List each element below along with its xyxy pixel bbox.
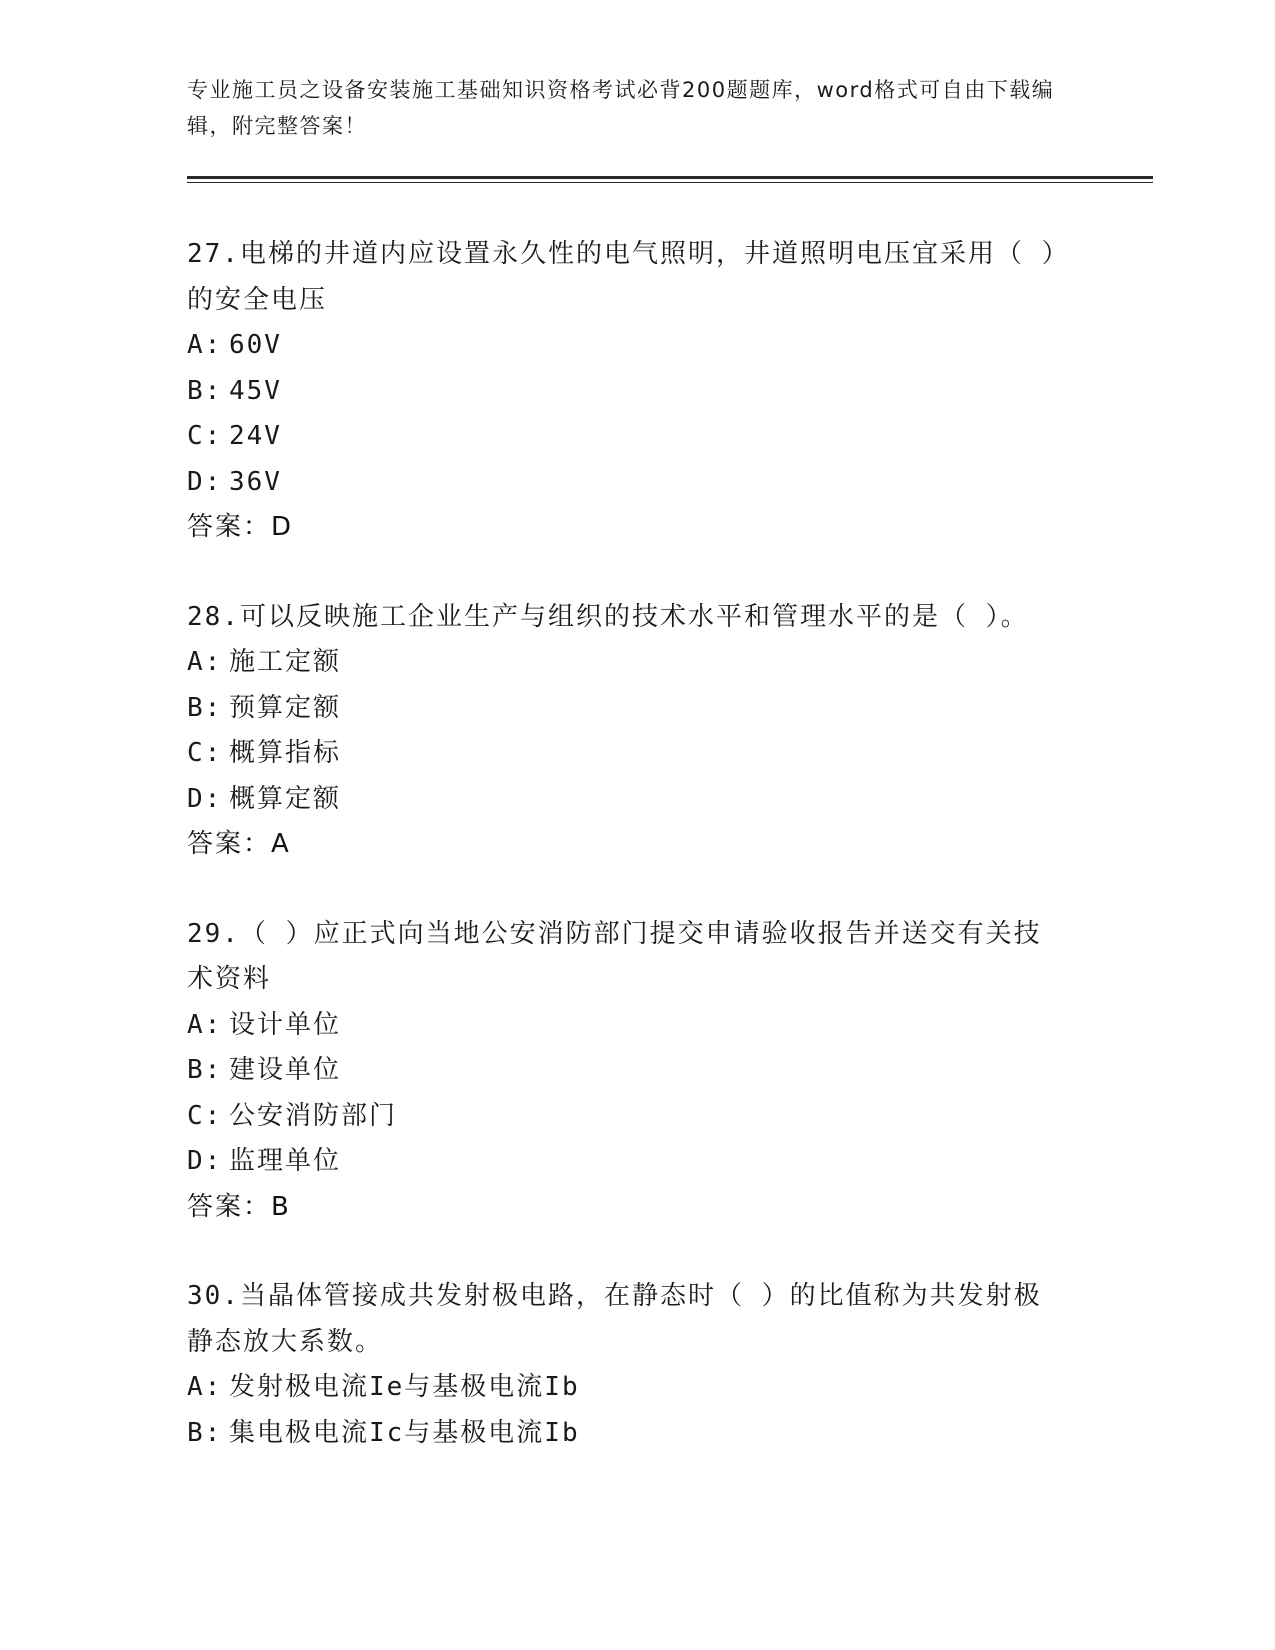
question-text: 28.可以反映施工企业生产与组织的技术水平和管理水平的是（ ）。: [187, 601, 1029, 632]
option-key: C:: [187, 421, 223, 451]
question-item: [187, 1274, 1067, 1456]
option-key: C:: [187, 738, 223, 768]
option-b: [187, 686, 1067, 732]
option-value: 45V: [229, 375, 282, 406]
option-value: 施工定额: [229, 647, 342, 677]
option-b: [187, 1048, 1067, 1094]
option-value: 建设单位: [229, 1055, 342, 1085]
option-c: [187, 1094, 1067, 1140]
option-key: C:: [187, 1100, 223, 1131]
answer-line: 答案：B: [187, 1191, 291, 1222]
option-key: B:: [187, 1417, 223, 1448]
option-b: [187, 369, 1067, 415]
header-divider-thick: [187, 176, 1153, 179]
option-a: [187, 1003, 1067, 1049]
option-value: 概算定额: [229, 783, 342, 814]
option-a: [187, 640, 1067, 686]
option-c: [187, 731, 1067, 777]
option-key: A:: [187, 1372, 223, 1402]
question-item: [187, 595, 1067, 868]
option-value: 集电极电流Ic与基极电流Ib: [229, 1417, 580, 1448]
question-item: [187, 912, 1067, 1231]
option-key: A:: [187, 330, 223, 360]
question-text: 27.电梯的井道内应设置永久性的电气照明，井道照明电压宜采用（ ）的安全电压: [187, 239, 1057, 315]
option-value: 36V: [229, 466, 282, 497]
option-key: D:: [187, 783, 223, 814]
option-d: [187, 777, 1067, 823]
option-key: D:: [187, 466, 223, 497]
option-value: 60V: [229, 330, 282, 360]
question-text: 29.（ ）应正式向当地公安消防部门提交申请验收报告并送交有关技术资料: [187, 918, 1042, 994]
question-list: [187, 232, 1067, 1500]
option-key: D:: [187, 1146, 223, 1176]
option-key: A:: [187, 1009, 223, 1040]
option-value: 公安消防部门: [229, 1100, 398, 1131]
question-text: 30.当晶体管接成共发射极电路，在静态时（ ）的比值称为共发射极静态放大系数。: [187, 1281, 1042, 1357]
option-a: [187, 1365, 1067, 1411]
option-value: 概算指标: [229, 738, 342, 768]
option-key: B:: [187, 692, 223, 723]
option-value: 24V: [229, 421, 282, 451]
option-value: 设计单位: [229, 1009, 342, 1040]
option-value: 发射极电流Ie与基极电流Ib: [229, 1372, 580, 1402]
option-key: A:: [187, 647, 223, 677]
option-key: B:: [187, 1055, 223, 1085]
answer-line: 答案：A: [187, 829, 291, 859]
header-divider-thin: [187, 182, 1153, 183]
option-value: 监理单位: [229, 1146, 342, 1176]
option-c: [187, 414, 1067, 460]
option-d: [187, 460, 1067, 506]
option-d: [187, 1139, 1067, 1185]
document-header: 专业施工员之设备安装施工基础知识资格考试必背200题题库，word格式可自由下载编辑，附完整答案！: [187, 78, 1055, 138]
option-a: [187, 323, 1067, 369]
question-item: [187, 232, 1067, 551]
option-b: [187, 1411, 1067, 1457]
answer-line: 答案：D: [187, 512, 294, 542]
option-key: B:: [187, 375, 223, 406]
option-value: 预算定额: [229, 692, 342, 723]
